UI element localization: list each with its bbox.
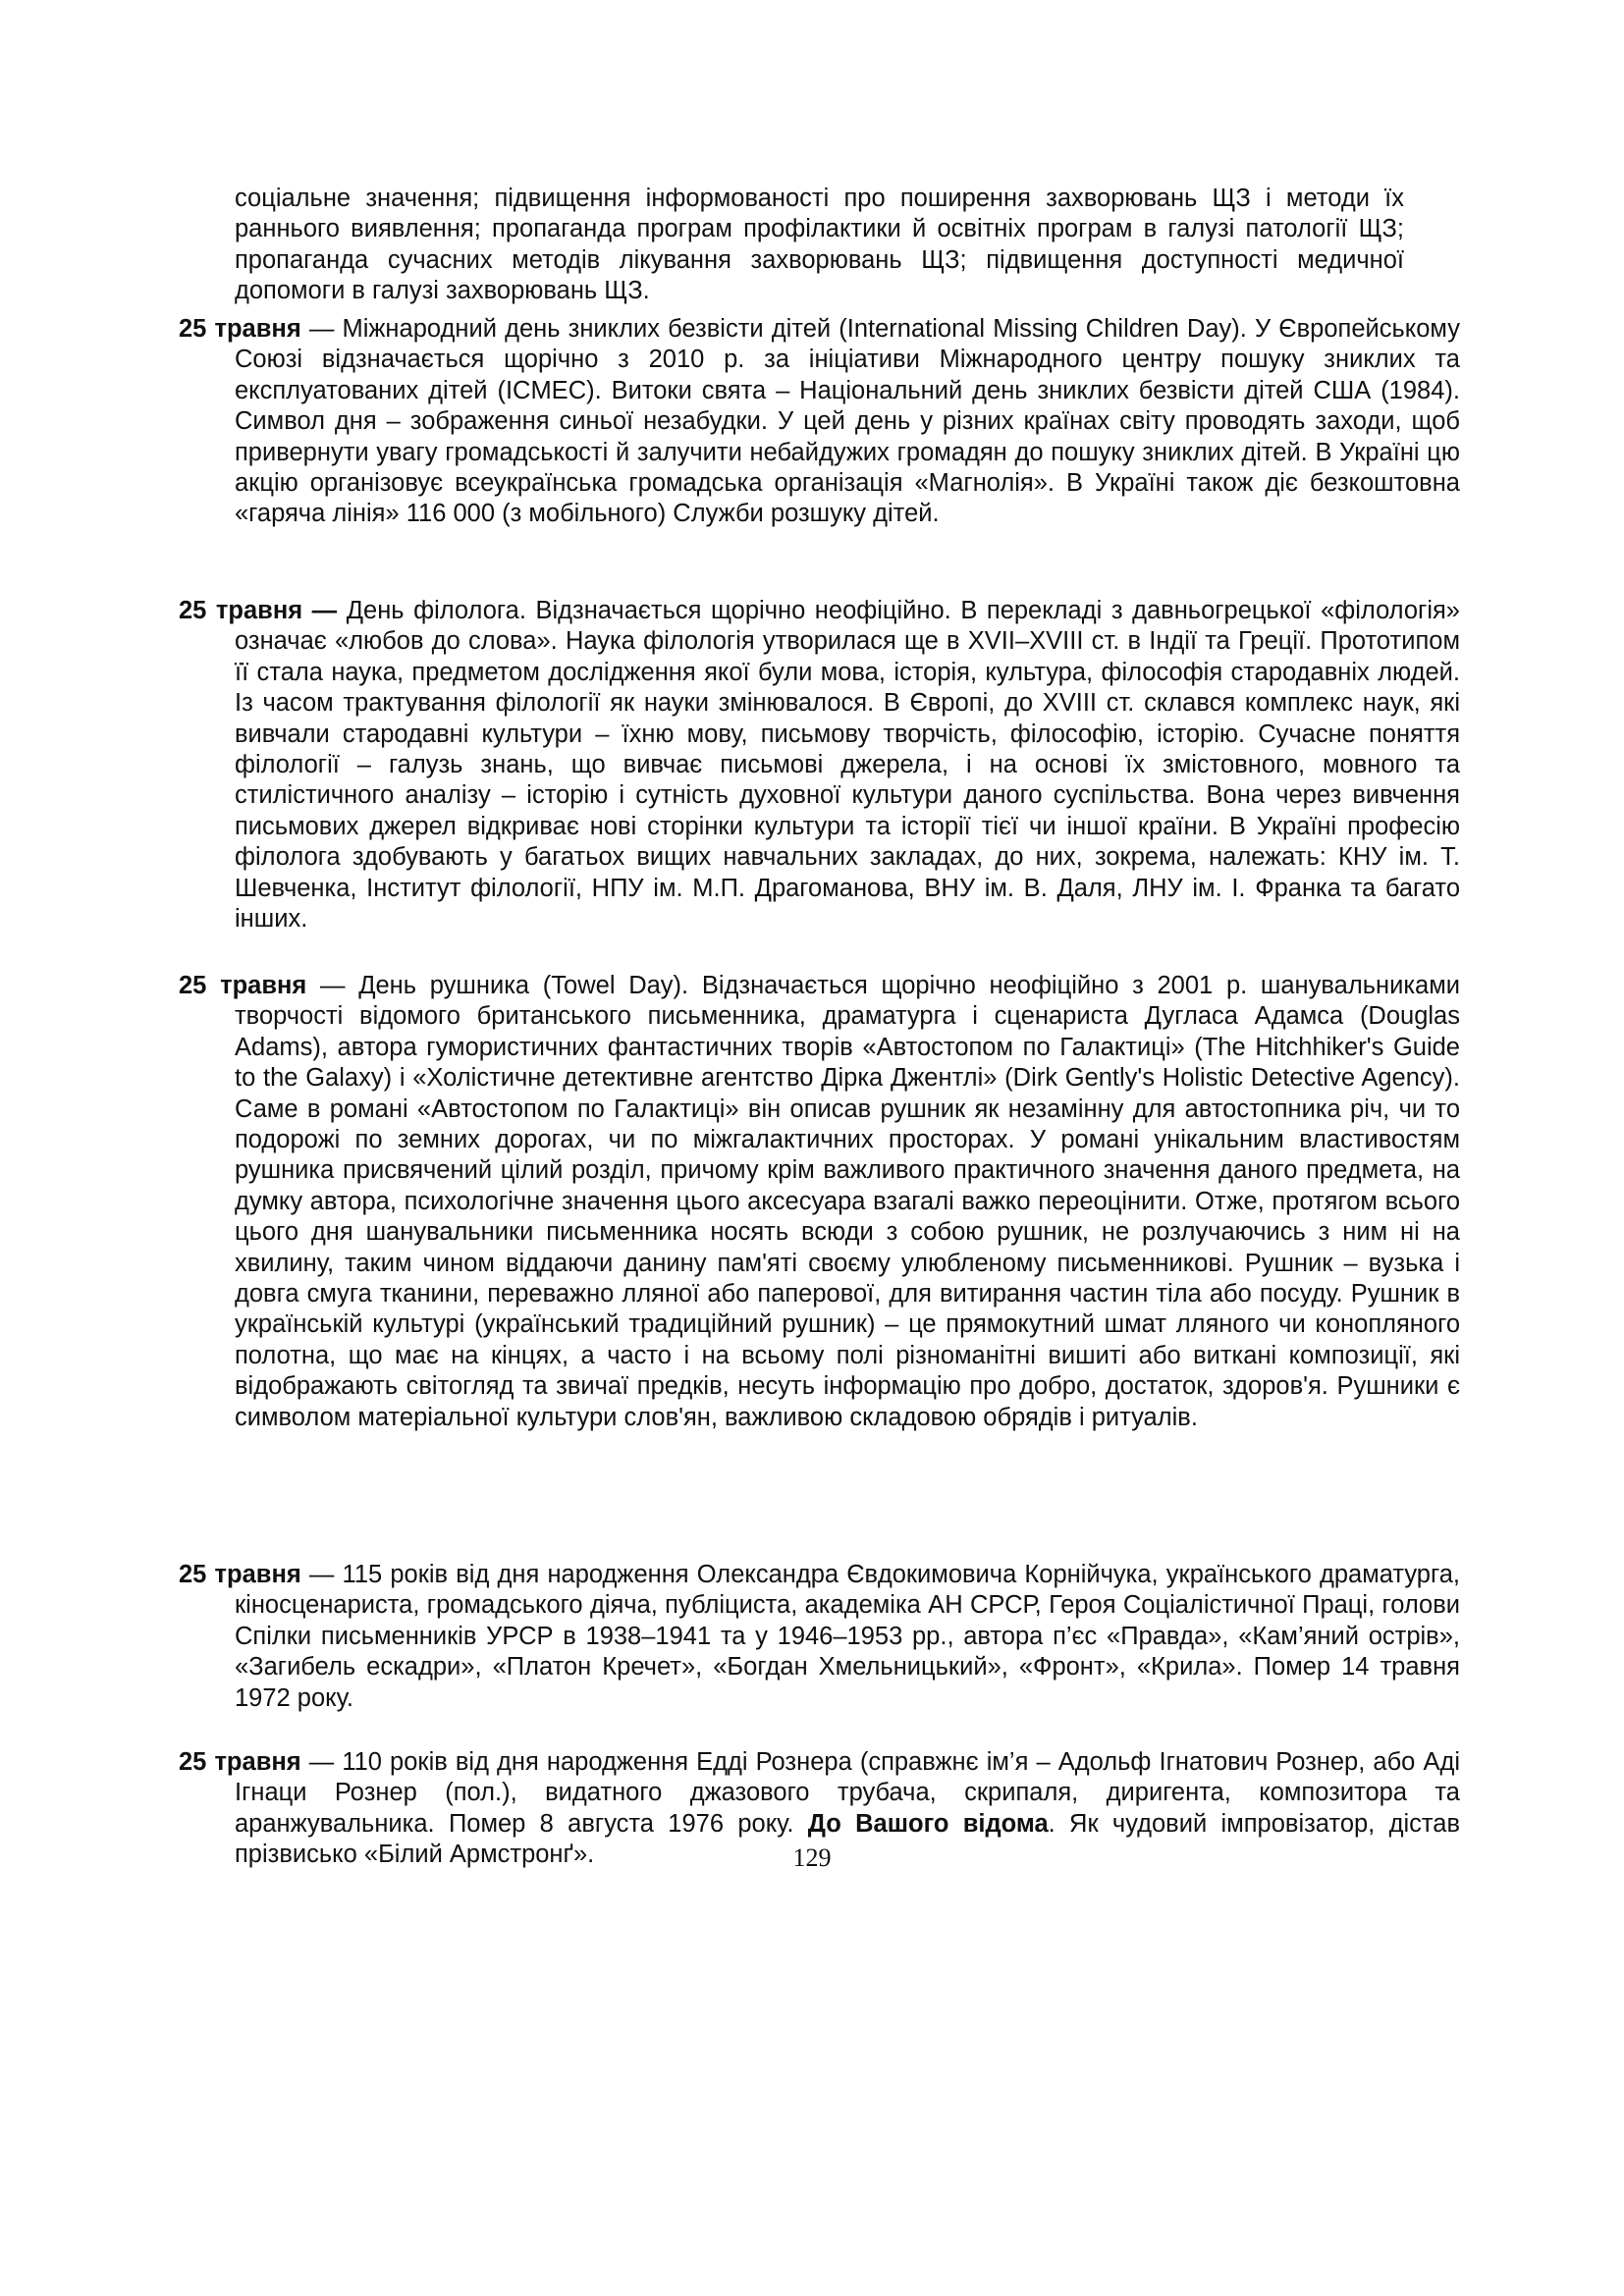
entry-date: 25 травня	[179, 1561, 301, 1588]
entry-text: — 115 років від дня народження Олександра Євдокимовича Корнійчука, українського драматурга, кіносценариста, громадського діяча, публіциста, академіка АН СРСР, Героя Соціалістичної Праці, голови Спілки письменників УРСР в 1938–1941 та у 1946–1953 рр., автора п’єс «Правда», «Кам’яний острів», «Загибель ескадри», «Платон Кречет», «Богдан Хмельницький», «Фронт», «Крила». Помер 14 травня 1972 року.	[235, 1561, 1460, 1712]
continuation-paragraph: соціальне значення; підвищення інформованості про поширення захворювань ЩЗ і методи їх раннього виявлення; пропаганда програм профілактики й освітніх програм в галузі патології ЩЗ; пропаганда сучасних методів лікування захворювань ЩЗ; підвищення доступності медичної допомоги в галузі захворювань ЩЗ.	[235, 185, 1404, 305]
entry-date: 25 травня —	[179, 597, 338, 624]
calendar-entry-philologist-day	[179, 596, 1460, 934]
entry-text: — Міжнародний день зниклих безвісти дітей (International Missing Children Day). У Європейському Союзі відзначається щорічно з 2010 р. за ініціативи Міжнародного центру пошуку зниклих та експлуатованих дітей (ICMEC). Витоки свята – Національний день зниклих безвісти дітей США (1984). Символ дня – зображення синьої незабудки. У цей день у різних країнах світу проводять заходи, щоб привернути увагу громадськості й залучити небайдужих громадян до пошуку зниклих дітей. В Україні цю акцію організовує всеукраїнська громадська організація «Магнолія». В Україні також діє безкоштовна «гаряча лінія» 116 000 (з мобільного) Служби розшуку дітей.	[235, 315, 1460, 528]
entry-date: 25 травня	[179, 315, 301, 343]
calendar-entry-missing-children-day	[179, 314, 1460, 530]
entry-text: — 110 років від дня народження Едді Рознера (справжнє ім’я – Адольф Ігнатович Рознер, або Аді Ігнаци Рознер (пол.), видатного джазового трубача, скрипаля, диригента, композитора та аранжувальника. Помер 8 августа 1976 року.	[235, 1748, 1460, 1838]
entry-date: 25 травня	[179, 972, 307, 999]
entry-text: День філолога. Відзначається щорічно неофіційно. В перекладі з давньогрецької «філологія» означає «любов до слова». Наука філологія утворилася ще в XVII–XVIII ст. в Індії та Греції. Прототипом її стала наука, предметом дослідження якої були мова, історія, культура, філософія стародавніх людей. Із часом трактування філології як науки змінювалося. В Європі, до XVIII ст. склався комплекс наук, які вивчали стародавні культури – їхню мову, письмову творчість, філософію, історію. Сучасне поняття філології – галузь знань, що вивчає письмові джерела, і на основі їх змістовного, мовного та стилістичного аналізу – історію і сутність духовної культури даного суспільства. Вона через вивчення письмових джерел відкриває нові сторінки культури та історії тієї чи іншої країни. В Україні професію філолога здобувають у багатьох вищих навчальних закладах, до них, зокрема, належать: КНУ ім. Т. Шевченка, Інститут філології, НПУ ім. М.П. Драгоманова, ВНУ ім. В. Даля, ЛНУ ім. І. Франка та багато інших.	[235, 597, 1460, 934]
entry-text: — День рушника (Towel Day). Відзначається щорічно неофіційно з 2001 р. шанувальниками творчості відомого британського письменника, драматурга і сценариста Дугласа Адамса (Douglas Adams), автора гумористичних фантастичних творів «Автостопом по Галактиці» (The Hitchhiker's Guide to the Galaxy) і «Холістичне детективне агентство Дірка Джентлі» (Dirk Gently's Holistic Detective Agency). Саме в романі «Автостопом по Галактиці» він описав рушник як незамінну для автостопника річ, чи то подорожі по земних дорогах, чи по міжгалактичних просторах. У романі унікальним властивостям рушника присвячений цілий розділ, причому крім важливого практичного значення даного предмета, на думку автора, психологічне значення цього аксесуара взагалі важко переоцінити. Отже, протягом всього цього дня шанувальники письменника носять всюди з собою рушник, не розлучаючись з ним ні на хвилину, таким чином віддаючи данину пам'яті своєму улюбленому письменникові. Рушник – вузька і довга смуга тканини, переважно лляної або паперової, для витирання частин тіла або посуду. Рушник в українській культурі (український традиційний рушник) – це прямокутний шмат лляного чи конопляного полотна, що має на кінцях, а часто і на всьому полі різноманітні вишиті або виткані композиції, які відображають світогляд та звичаї предків, несуть інформацію про добро, достаток, здоров'я. Рушники є символом матеріальної культури слов'ян, важливою складовою обрядів і ритуалів.	[235, 972, 1460, 1431]
entry-text-after: . Як чудовий імпровізатор, дістав прізвисько «Білий Армстронґ».	[235, 1809, 1460, 1869]
calendar-entry-korniichuk-anniversary	[179, 1560, 1460, 1714]
page-number: 129	[792, 1843, 832, 1872]
entry-date: 25 травня	[179, 1748, 301, 1776]
entry-emphasis: До Вашого відома	[807, 1809, 1049, 1838]
calendar-entry-towel-day	[179, 971, 1460, 1433]
